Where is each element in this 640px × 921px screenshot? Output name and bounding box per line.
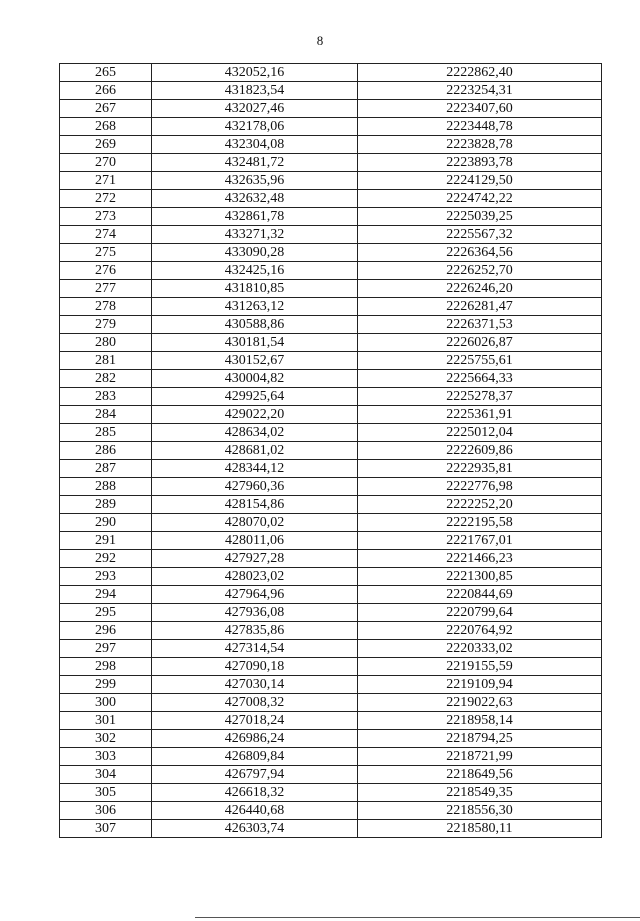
footer-rule	[195, 917, 640, 918]
y-coordinate-cell: 2220764,92	[358, 622, 602, 640]
table-row	[60, 190, 602, 208]
y-coordinate-cell: 2220844,69	[358, 586, 602, 604]
x-coordinate-cell: 432052,16	[152, 64, 358, 82]
point-number-cell: 294	[60, 586, 152, 604]
x-coordinate-cell: 426303,74	[152, 820, 358, 838]
point-number-cell: 279	[60, 316, 152, 334]
table-row	[60, 478, 602, 496]
x-coordinate-cell: 432861,78	[152, 208, 358, 226]
point-number-cell: 292	[60, 550, 152, 568]
table-row	[60, 586, 602, 604]
y-coordinate-cell: 2218556,30	[358, 802, 602, 820]
point-number-cell: 301	[60, 712, 152, 730]
x-coordinate-cell: 432481,72	[152, 154, 358, 172]
point-number-cell: 269	[60, 136, 152, 154]
point-number-cell: 281	[60, 352, 152, 370]
point-number-cell: 288	[60, 478, 152, 496]
y-coordinate-cell: 2219109,94	[358, 676, 602, 694]
y-coordinate-cell: 2219155,59	[358, 658, 602, 676]
point-number-cell: 286	[60, 442, 152, 460]
table-row	[60, 622, 602, 640]
point-number-cell: 268	[60, 118, 152, 136]
table-row	[60, 172, 602, 190]
table-row	[60, 532, 602, 550]
y-coordinate-cell: 2225278,37	[358, 388, 602, 406]
x-coordinate-cell: 427927,28	[152, 550, 358, 568]
x-coordinate-cell: 432635,96	[152, 172, 358, 190]
table-row	[60, 370, 602, 388]
y-coordinate-cell: 2223828,78	[358, 136, 602, 154]
table-row	[60, 496, 602, 514]
x-coordinate-cell: 428011,06	[152, 532, 358, 550]
point-number-cell: 267	[60, 100, 152, 118]
x-coordinate-cell: 427008,32	[152, 694, 358, 712]
y-coordinate-cell: 2225039,25	[358, 208, 602, 226]
coordinates-table	[59, 63, 602, 838]
y-coordinate-cell: 2225361,91	[358, 406, 602, 424]
x-coordinate-cell: 431823,54	[152, 82, 358, 100]
x-coordinate-cell: 428023,02	[152, 568, 358, 586]
x-coordinate-cell: 426797,94	[152, 766, 358, 784]
y-coordinate-cell: 2226252,70	[358, 262, 602, 280]
x-coordinate-cell: 427936,08	[152, 604, 358, 622]
x-coordinate-cell: 429022,20	[152, 406, 358, 424]
table-row	[60, 604, 602, 622]
point-number-cell: 296	[60, 622, 152, 640]
y-coordinate-cell: 2218649,56	[358, 766, 602, 784]
table-row	[60, 784, 602, 802]
x-coordinate-cell: 427018,24	[152, 712, 358, 730]
table-row	[60, 82, 602, 100]
table-row	[60, 550, 602, 568]
x-coordinate-cell: 428154,86	[152, 496, 358, 514]
point-number-cell: 277	[60, 280, 152, 298]
point-number-cell: 304	[60, 766, 152, 784]
point-number-cell: 266	[60, 82, 152, 100]
x-coordinate-cell: 428681,02	[152, 442, 358, 460]
table-row	[60, 424, 602, 442]
point-number-cell: 271	[60, 172, 152, 190]
point-number-cell: 282	[60, 370, 152, 388]
x-coordinate-cell: 426986,24	[152, 730, 358, 748]
x-coordinate-cell: 432027,46	[152, 100, 358, 118]
table-row	[60, 766, 602, 784]
table-row	[60, 388, 602, 406]
point-number-cell: 305	[60, 784, 152, 802]
point-number-cell: 276	[60, 262, 152, 280]
x-coordinate-cell: 428070,02	[152, 514, 358, 532]
x-coordinate-cell: 428344,12	[152, 460, 358, 478]
table-row	[60, 334, 602, 352]
y-coordinate-cell: 2226281,47	[358, 298, 602, 316]
x-coordinate-cell: 430181,54	[152, 334, 358, 352]
table-row	[60, 118, 602, 136]
x-coordinate-cell: 428634,02	[152, 424, 358, 442]
y-coordinate-cell: 2222776,98	[358, 478, 602, 496]
x-coordinate-cell: 432425,16	[152, 262, 358, 280]
y-coordinate-cell: 2218580,11	[358, 820, 602, 838]
y-coordinate-cell: 2220333,02	[358, 640, 602, 658]
y-coordinate-cell: 2226246,20	[358, 280, 602, 298]
point-number-cell: 307	[60, 820, 152, 838]
table-row	[60, 802, 602, 820]
table-row	[60, 460, 602, 478]
point-number-cell: 273	[60, 208, 152, 226]
y-coordinate-cell: 2221466,23	[358, 550, 602, 568]
x-coordinate-cell: 433090,28	[152, 244, 358, 262]
point-number-cell: 302	[60, 730, 152, 748]
point-number-cell: 287	[60, 460, 152, 478]
y-coordinate-cell: 2225567,32	[358, 226, 602, 244]
x-coordinate-cell: 426618,32	[152, 784, 358, 802]
y-coordinate-cell: 2218549,35	[358, 784, 602, 802]
table-row	[60, 658, 602, 676]
table-row	[60, 136, 602, 154]
table-row	[60, 694, 602, 712]
point-number-cell: 297	[60, 640, 152, 658]
point-number-cell: 283	[60, 388, 152, 406]
x-coordinate-cell: 432178,06	[152, 118, 358, 136]
x-coordinate-cell: 432632,48	[152, 190, 358, 208]
point-number-cell: 298	[60, 658, 152, 676]
point-number-cell: 299	[60, 676, 152, 694]
y-coordinate-cell: 2221767,01	[358, 532, 602, 550]
y-coordinate-cell: 2218721,99	[358, 748, 602, 766]
y-coordinate-cell: 2224742,22	[358, 190, 602, 208]
y-coordinate-cell: 2226371,53	[358, 316, 602, 334]
table-row	[60, 406, 602, 424]
y-coordinate-cell: 2225755,61	[358, 352, 602, 370]
page-number: 8	[316, 33, 324, 48]
table-row	[60, 154, 602, 172]
point-number-cell: 272	[60, 190, 152, 208]
y-coordinate-cell: 2218958,14	[358, 712, 602, 730]
point-number-cell: 289	[60, 496, 152, 514]
x-coordinate-cell: 427090,18	[152, 658, 358, 676]
table-row	[60, 352, 602, 370]
x-coordinate-cell: 430152,67	[152, 352, 358, 370]
point-number-cell: 278	[60, 298, 152, 316]
table-row	[60, 730, 602, 748]
table-row	[60, 244, 602, 262]
y-coordinate-cell: 2218794,25	[358, 730, 602, 748]
x-coordinate-cell: 427964,96	[152, 586, 358, 604]
coordinates-table-body	[60, 64, 602, 838]
y-coordinate-cell: 2225664,33	[358, 370, 602, 388]
y-coordinate-cell: 2225012,04	[358, 424, 602, 442]
y-coordinate-cell: 2220799,64	[358, 604, 602, 622]
point-number-cell: 290	[60, 514, 152, 532]
point-number-cell: 293	[60, 568, 152, 586]
table-row	[60, 640, 602, 658]
y-coordinate-cell: 2224129,50	[358, 172, 602, 190]
point-number-cell: 275	[60, 244, 152, 262]
table-row	[60, 514, 602, 532]
table-row	[60, 748, 602, 766]
x-coordinate-cell: 431810,85	[152, 280, 358, 298]
table-row	[60, 280, 602, 298]
point-number-cell: 285	[60, 424, 152, 442]
point-number-cell: 284	[60, 406, 152, 424]
x-coordinate-cell: 426440,68	[152, 802, 358, 820]
y-coordinate-cell: 2219022,63	[358, 694, 602, 712]
x-coordinate-cell: 433271,32	[152, 226, 358, 244]
point-number-cell: 280	[60, 334, 152, 352]
x-coordinate-cell: 430588,86	[152, 316, 358, 334]
x-coordinate-cell: 429925,64	[152, 388, 358, 406]
table-row	[60, 316, 602, 334]
y-coordinate-cell: 2223407,60	[358, 100, 602, 118]
table-row	[60, 208, 602, 226]
table-row	[60, 226, 602, 244]
point-number-cell: 300	[60, 694, 152, 712]
table-row	[60, 442, 602, 460]
x-coordinate-cell: 426809,84	[152, 748, 358, 766]
y-coordinate-cell: 2222252,20	[358, 496, 602, 514]
table-row	[60, 712, 602, 730]
x-coordinate-cell: 432304,08	[152, 136, 358, 154]
x-coordinate-cell: 427314,54	[152, 640, 358, 658]
y-coordinate-cell: 2223893,78	[358, 154, 602, 172]
point-number-cell: 265	[60, 64, 152, 82]
point-number-cell: 303	[60, 748, 152, 766]
y-coordinate-cell: 2222862,40	[358, 64, 602, 82]
point-number-cell: 270	[60, 154, 152, 172]
table-row	[60, 100, 602, 118]
y-coordinate-cell: 2222935,81	[358, 460, 602, 478]
table-row	[60, 568, 602, 586]
table-row	[60, 262, 602, 280]
x-coordinate-cell: 427960,36	[152, 478, 358, 496]
point-number-cell: 295	[60, 604, 152, 622]
y-coordinate-cell: 2222609,86	[358, 442, 602, 460]
y-coordinate-cell: 2222195,58	[358, 514, 602, 532]
x-coordinate-cell: 427030,14	[152, 676, 358, 694]
table-row	[60, 298, 602, 316]
point-number-cell: 291	[60, 532, 152, 550]
table-row	[60, 820, 602, 838]
table-row	[60, 676, 602, 694]
x-coordinate-cell: 427835,86	[152, 622, 358, 640]
y-coordinate-cell: 2226364,56	[358, 244, 602, 262]
table-row	[60, 64, 602, 82]
x-coordinate-cell: 430004,82	[152, 370, 358, 388]
x-coordinate-cell: 431263,12	[152, 298, 358, 316]
y-coordinate-cell: 2226026,87	[358, 334, 602, 352]
y-coordinate-cell: 2223254,31	[358, 82, 602, 100]
y-coordinate-cell: 2221300,85	[358, 568, 602, 586]
y-coordinate-cell: 2223448,78	[358, 118, 602, 136]
point-number-cell: 274	[60, 226, 152, 244]
point-number-cell: 306	[60, 802, 152, 820]
